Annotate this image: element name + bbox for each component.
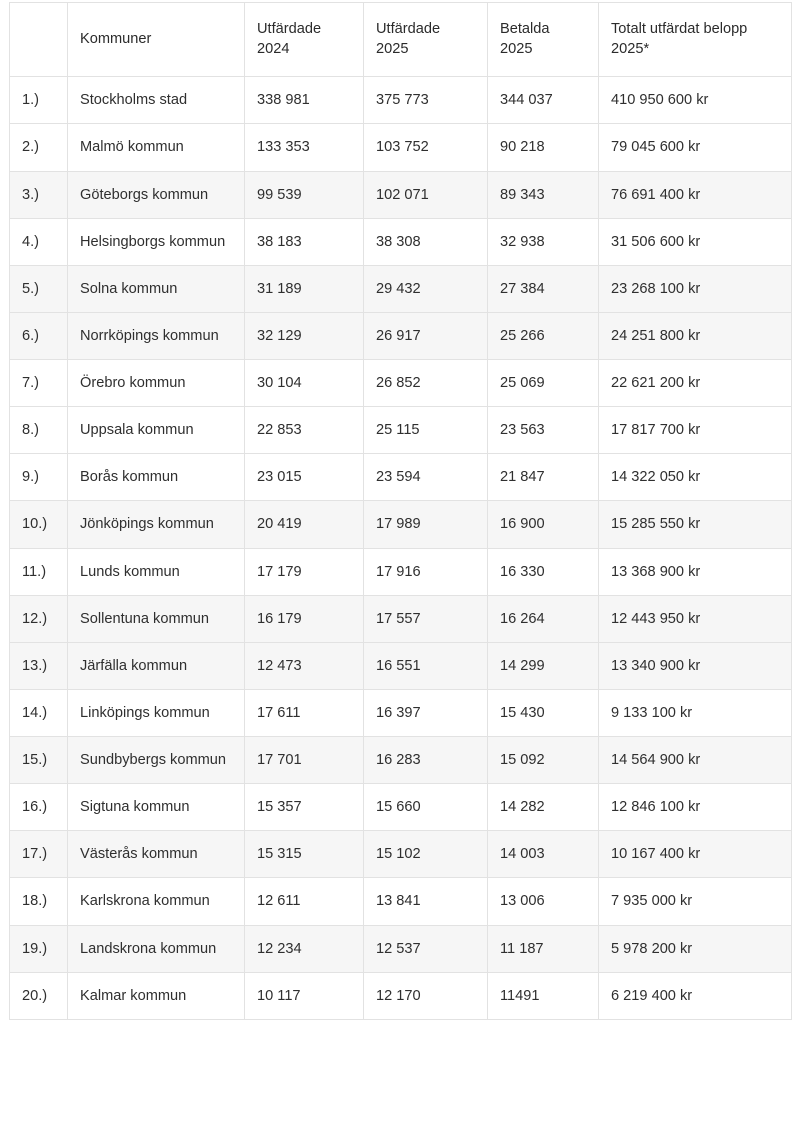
cell-utfardade-2024: 17 611 xyxy=(245,689,364,736)
cell-totalt: 17 817 700 kr xyxy=(599,407,792,454)
column-header-utfardade-2025 xyxy=(364,3,488,77)
cell-utfardade-2025: 17 989 xyxy=(364,501,488,548)
table-row xyxy=(10,878,792,925)
cell-utfardade-2024: 15 357 xyxy=(245,784,364,831)
cell-rank: 8.) xyxy=(10,407,68,454)
table-row xyxy=(10,265,792,312)
table-body xyxy=(10,77,792,1020)
cell-betalda-2025: 21 847 xyxy=(488,454,599,501)
table-row xyxy=(10,218,792,265)
table-row xyxy=(10,595,792,642)
cell-kommun: Örebro kommun xyxy=(68,360,245,407)
cell-totalt: 10 167 400 kr xyxy=(599,831,792,878)
cell-kommun: Malmö kommun xyxy=(68,124,245,171)
cell-utfardade-2024: 31 189 xyxy=(245,265,364,312)
cell-utfardade-2025: 12 170 xyxy=(364,972,488,1019)
cell-utfardade-2024: 12 611 xyxy=(245,878,364,925)
cell-totalt: 13 368 900 kr xyxy=(599,548,792,595)
table-row xyxy=(10,784,792,831)
cell-kommun: Lunds kommun xyxy=(68,548,245,595)
cell-totalt: 22 621 200 kr xyxy=(599,360,792,407)
table-row xyxy=(10,548,792,595)
cell-utfardade-2025: 103 752 xyxy=(364,124,488,171)
cell-rank: 14.) xyxy=(10,689,68,736)
cell-rank: 19.) xyxy=(10,925,68,972)
cell-utfardade-2024: 38 183 xyxy=(245,218,364,265)
cell-utfardade-2025: 17 916 xyxy=(364,548,488,595)
cell-utfardade-2025: 38 308 xyxy=(364,218,488,265)
table-row xyxy=(10,642,792,689)
cell-rank: 15.) xyxy=(10,737,68,784)
cell-rank: 5.) xyxy=(10,265,68,312)
cell-utfardade-2025: 26 917 xyxy=(364,312,488,359)
cell-betalda-2025: 15 092 xyxy=(488,737,599,784)
cell-betalda-2025: 16 900 xyxy=(488,501,599,548)
table-row xyxy=(10,171,792,218)
cell-rank: 12.) xyxy=(10,595,68,642)
cell-utfardade-2025: 13 841 xyxy=(364,878,488,925)
cell-kommun: Helsingborgs kommun xyxy=(68,218,245,265)
cell-betalda-2025: 16 264 xyxy=(488,595,599,642)
cell-totalt: 14 322 050 kr xyxy=(599,454,792,501)
cell-betalda-2025: 344 037 xyxy=(488,77,599,124)
cell-utfardade-2025: 26 852 xyxy=(364,360,488,407)
cell-kommun: Linköpings kommun xyxy=(68,689,245,736)
cell-betalda-2025: 25 266 xyxy=(488,312,599,359)
cell-utfardade-2024: 22 853 xyxy=(245,407,364,454)
cell-totalt: 76 691 400 kr xyxy=(599,171,792,218)
cell-utfardade-2025: 16 397 xyxy=(364,689,488,736)
table-row xyxy=(10,737,792,784)
column-header-totalt-belopp-line2: 2025* xyxy=(611,41,650,58)
table-header-row xyxy=(10,3,792,77)
cell-kommun: Sundbybergs kommun xyxy=(68,737,245,784)
cell-kommun: Solna kommun xyxy=(68,265,245,312)
cell-betalda-2025: 14 299 xyxy=(488,642,599,689)
table-row xyxy=(10,360,792,407)
cell-utfardade-2025: 15 660 xyxy=(364,784,488,831)
cell-betalda-2025: 15 430 xyxy=(488,689,599,736)
cell-totalt: 79 045 600 kr xyxy=(599,124,792,171)
table-header xyxy=(10,3,792,77)
table-container xyxy=(0,2,800,1020)
cell-kommun: Uppsala kommun xyxy=(68,407,245,454)
cell-kommun: Sigtuna kommun xyxy=(68,784,245,831)
table-row xyxy=(10,831,792,878)
table-row xyxy=(10,407,792,454)
cell-utfardade-2024: 17 179 xyxy=(245,548,364,595)
cell-betalda-2025: 25 069 xyxy=(488,360,599,407)
cell-utfardade-2025: 25 115 xyxy=(364,407,488,454)
cell-totalt: 9 133 100 kr xyxy=(599,689,792,736)
cell-utfardade-2024: 10 117 xyxy=(245,972,364,1019)
cell-utfardade-2025: 23 594 xyxy=(364,454,488,501)
column-header-utfardade-2024-line2: 2024 xyxy=(257,41,290,58)
municipality-parking-fines-table xyxy=(9,2,792,1020)
table-row xyxy=(10,312,792,359)
cell-rank: 4.) xyxy=(10,218,68,265)
cell-kommun: Borås kommun xyxy=(68,454,245,501)
table-row xyxy=(10,124,792,171)
cell-rank: 9.) xyxy=(10,454,68,501)
cell-utfardade-2024: 99 539 xyxy=(245,171,364,218)
cell-kommun: Sollentuna kommun xyxy=(68,595,245,642)
cell-utfardade-2025: 29 432 xyxy=(364,265,488,312)
cell-kommun: Norrköpings kommun xyxy=(68,312,245,359)
column-header-totalt-belopp-line1: Totalt utfärdat belopp xyxy=(611,21,748,37)
cell-betalda-2025: 16 330 xyxy=(488,548,599,595)
cell-betalda-2025: 13 006 xyxy=(488,878,599,925)
cell-utfardade-2025: 15 102 xyxy=(364,831,488,878)
table-row xyxy=(10,689,792,736)
column-header-rank xyxy=(10,3,68,77)
cell-totalt: 24 251 800 kr xyxy=(599,312,792,359)
column-header-betalda-2025-line2: 2025 xyxy=(500,41,533,58)
cell-rank: 13.) xyxy=(10,642,68,689)
column-header-utfardade-2024 xyxy=(245,3,364,77)
cell-rank: 16.) xyxy=(10,784,68,831)
cell-utfardade-2025: 102 071 xyxy=(364,171,488,218)
cell-utfardade-2024: 17 701 xyxy=(245,737,364,784)
cell-kommun: Karlskrona kommun xyxy=(68,878,245,925)
column-header-betalda-2025-line1: Betalda xyxy=(500,21,550,37)
cell-rank: 18.) xyxy=(10,878,68,925)
cell-utfardade-2024: 32 129 xyxy=(245,312,364,359)
cell-rank: 7.) xyxy=(10,360,68,407)
column-header-utfardade-2025-line1: Utfärdade xyxy=(376,21,441,37)
cell-betalda-2025: 90 218 xyxy=(488,124,599,171)
cell-totalt: 23 268 100 kr xyxy=(599,265,792,312)
cell-utfardade-2024: 20 419 xyxy=(245,501,364,548)
cell-totalt: 12 443 950 kr xyxy=(599,595,792,642)
cell-utfardade-2025: 16 551 xyxy=(364,642,488,689)
cell-totalt: 6 219 400 kr xyxy=(599,972,792,1019)
column-header-totalt-belopp xyxy=(599,3,792,77)
cell-betalda-2025: 11491 xyxy=(488,972,599,1019)
cell-rank: 2.) xyxy=(10,124,68,171)
cell-utfardade-2025: 17 557 xyxy=(364,595,488,642)
cell-totalt: 13 340 900 kr xyxy=(599,642,792,689)
cell-rank: 3.) xyxy=(10,171,68,218)
cell-rank: 1.) xyxy=(10,77,68,124)
cell-totalt: 14 564 900 kr xyxy=(599,737,792,784)
column-header-betalda-2025 xyxy=(488,3,599,77)
cell-totalt: 410 950 600 kr xyxy=(599,77,792,124)
cell-kommun: Stockholms stad xyxy=(68,77,245,124)
cell-rank: 10.) xyxy=(10,501,68,548)
cell-utfardade-2025: 12 537 xyxy=(364,925,488,972)
cell-rank: 11.) xyxy=(10,548,68,595)
table-row xyxy=(10,501,792,548)
column-header-utfardade-2024-line1: Utfärdade xyxy=(257,21,322,37)
cell-kommun: Järfälla kommun xyxy=(68,642,245,689)
cell-totalt: 7 935 000 kr xyxy=(599,878,792,925)
cell-kommun: Göteborgs kommun xyxy=(68,171,245,218)
cell-utfardade-2024: 16 179 xyxy=(245,595,364,642)
cell-rank: 6.) xyxy=(10,312,68,359)
cell-utfardade-2024: 133 353 xyxy=(245,124,364,171)
cell-kommun: Landskrona kommun xyxy=(68,925,245,972)
table-row xyxy=(10,454,792,501)
cell-kommun: Jönköpings kommun xyxy=(68,501,245,548)
cell-betalda-2025: 11 187 xyxy=(488,925,599,972)
cell-utfardade-2024: 15 315 xyxy=(245,831,364,878)
cell-kommun: Västerås kommun xyxy=(68,831,245,878)
cell-kommun: Kalmar kommun xyxy=(68,972,245,1019)
cell-betalda-2025: 23 563 xyxy=(488,407,599,454)
cell-betalda-2025: 89 343 xyxy=(488,171,599,218)
table-row xyxy=(10,925,792,972)
table-row xyxy=(10,972,792,1019)
table-row xyxy=(10,77,792,124)
column-header-utfardade-2025-line2: 2025 xyxy=(376,41,409,58)
cell-utfardade-2024: 12 234 xyxy=(245,925,364,972)
cell-totalt: 12 846 100 kr xyxy=(599,784,792,831)
cell-utfardade-2024: 12 473 xyxy=(245,642,364,689)
cell-totalt: 5 978 200 kr xyxy=(599,925,792,972)
cell-utfardade-2025: 375 773 xyxy=(364,77,488,124)
cell-betalda-2025: 14 003 xyxy=(488,831,599,878)
cell-utfardade-2024: 23 015 xyxy=(245,454,364,501)
cell-rank: 17.) xyxy=(10,831,68,878)
cell-totalt: 31 506 600 kr xyxy=(599,218,792,265)
column-header-kommuner: Kommuner xyxy=(68,3,245,77)
cell-totalt: 15 285 550 kr xyxy=(599,501,792,548)
cell-utfardade-2024: 338 981 xyxy=(245,77,364,124)
cell-utfardade-2024: 30 104 xyxy=(245,360,364,407)
cell-betalda-2025: 32 938 xyxy=(488,218,599,265)
cell-betalda-2025: 14 282 xyxy=(488,784,599,831)
cell-utfardade-2025: 16 283 xyxy=(364,737,488,784)
cell-rank: 20.) xyxy=(10,972,68,1019)
cell-betalda-2025: 27 384 xyxy=(488,265,599,312)
